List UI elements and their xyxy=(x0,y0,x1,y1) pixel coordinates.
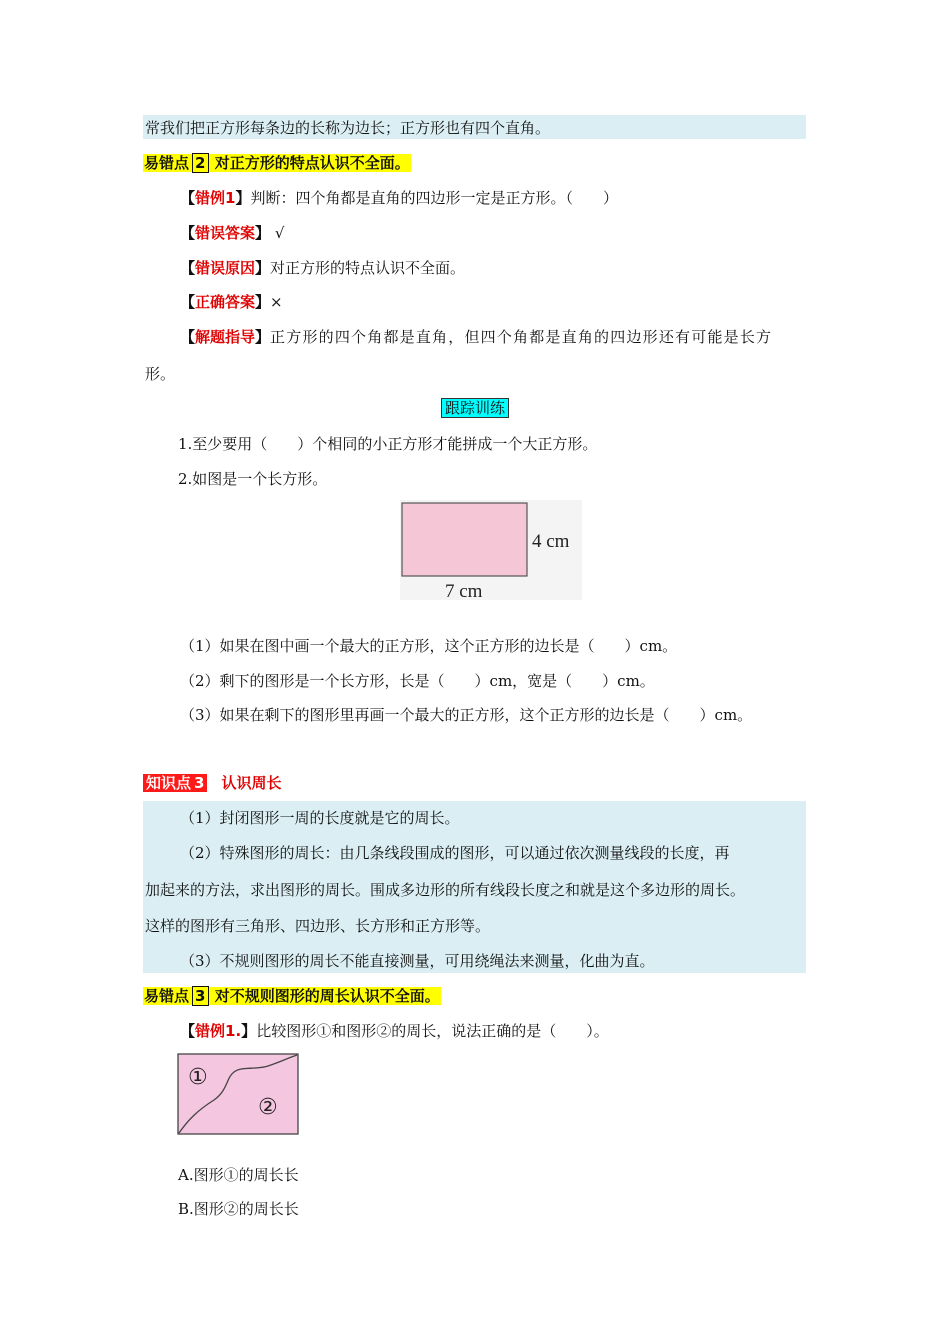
rectangle-figure xyxy=(400,500,582,600)
correct-answer: × xyxy=(270,293,283,311)
wrong-answer: √ xyxy=(274,224,285,242)
knowledge-tag: 知识点 3 xyxy=(143,774,207,792)
region-label-2: ② xyxy=(258,1095,278,1120)
mistake-heading-3 xyxy=(143,986,441,1006)
width-label: 7 cm xyxy=(445,581,483,600)
wrong-reason-line: 【错误原因】对正方形的特点认识不全面。 xyxy=(180,259,466,277)
region-label-1: ① xyxy=(188,1065,208,1090)
option-a[interactable]: A.图形①的周长长 xyxy=(178,1166,299,1184)
mistake-tag: 易错点 2 对正方形的特点认识不全面。 xyxy=(144,154,410,172)
knowledge-p2-3: 这样的图形有三角形、四边形、长方形和正方形等。 xyxy=(145,917,491,935)
correct-answer-line: 【正确答案】× xyxy=(180,293,283,311)
practice-sub3: （3）如果在剩下的图形里再画一个最大的正方形，这个正方形的边长是（ ）cm。 xyxy=(180,706,753,724)
practice-q2: 2.如图是一个长方形。 xyxy=(178,470,328,488)
practice-q1: 1.至少要用（ ）个相同的小正方形才能拼成一个大正方形。 xyxy=(178,435,598,453)
example2-text: 比较图形①和图形②的周长，说法正确的是（ ）。 xyxy=(256,1022,609,1040)
wrong-answer-line: 【错误答案】 √ xyxy=(180,224,285,242)
option-b[interactable]: B.图形②的周长长 xyxy=(178,1200,299,1218)
wrong-answer-label: 错误答案 xyxy=(195,224,256,242)
example2-num: 1. xyxy=(225,1022,242,1040)
guide-line: 【解题指导】正方形的四个角都是直角，但四个角都是直角的四边形还有可能是长方 xyxy=(180,328,773,346)
example-num: 1 xyxy=(225,189,236,207)
guide-label: 解题指导 xyxy=(195,328,256,346)
example2-label: 错例 xyxy=(195,1022,226,1040)
practice-sub2: （2）剩下的图形是一个长方形，长是（ ）cm，宽是（ ）cm。 xyxy=(180,672,655,690)
guide-text-2: 形。 xyxy=(145,365,176,383)
mistake3-tag: 易错点 3 对不规则图形的周长认识不全面。 xyxy=(144,987,440,1005)
guide-text-1: 正方形的四个角都是直角，但四个角都是直角的四边形还有可能是长方 xyxy=(270,328,773,346)
knowledge-p1: （1）封闭图形一周的长度就是它的周长。 xyxy=(180,809,460,827)
wrong-reason-label: 错误原因 xyxy=(195,259,256,277)
wrong-reason: 对正方形的特点认识不全面。 xyxy=(270,259,466,277)
intro-line: 常我们把正方形每条边的长称为边长；正方形也有四个直角。 xyxy=(145,119,551,137)
example-text: 判断：四个角都是直角的四边形一定是正方形。（ ） xyxy=(250,189,618,207)
knowledge-title: 认识周长 xyxy=(221,774,282,792)
error-example-line-2: 【错例1.】比较图形①和图形②的周长，说法正确的是（ ）。 xyxy=(180,1022,609,1040)
knowledge-p3: （3）不规则图形的周长不能直接测量，可用绕绳法来测量，化曲为直。 xyxy=(180,952,655,970)
knowledge-p2-1: （2）特殊图形的周长：由几条线段围成的图形，可以通过依次测量线段的长度，再 xyxy=(180,844,730,862)
knowledge-p2-2: 加起来的方法，求出图形的周长。围成多边形的所有线段长度之和就是这个多边形的周长。 xyxy=(145,881,746,899)
height-label: 4 cm xyxy=(532,531,570,552)
mistake-heading-2 xyxy=(143,153,411,173)
practice-sub1: （1）如果在图中画一个最大的正方形，这个正方形的边长是（ ）cm。 xyxy=(180,637,678,655)
practice-title: 跟踪训练 xyxy=(441,398,509,418)
pink-rectangle xyxy=(402,503,527,576)
correct-answer-label: 正确答案 xyxy=(195,293,256,311)
practice-title-wrap xyxy=(441,398,509,418)
example-label: 错例 xyxy=(195,189,226,207)
knowledge-heading-3 xyxy=(143,773,281,793)
error-example-line: 【错例1】判断：四个角都是直角的四边形一定是正方形。（ ） xyxy=(180,189,618,207)
irregular-figure xyxy=(176,1052,300,1136)
